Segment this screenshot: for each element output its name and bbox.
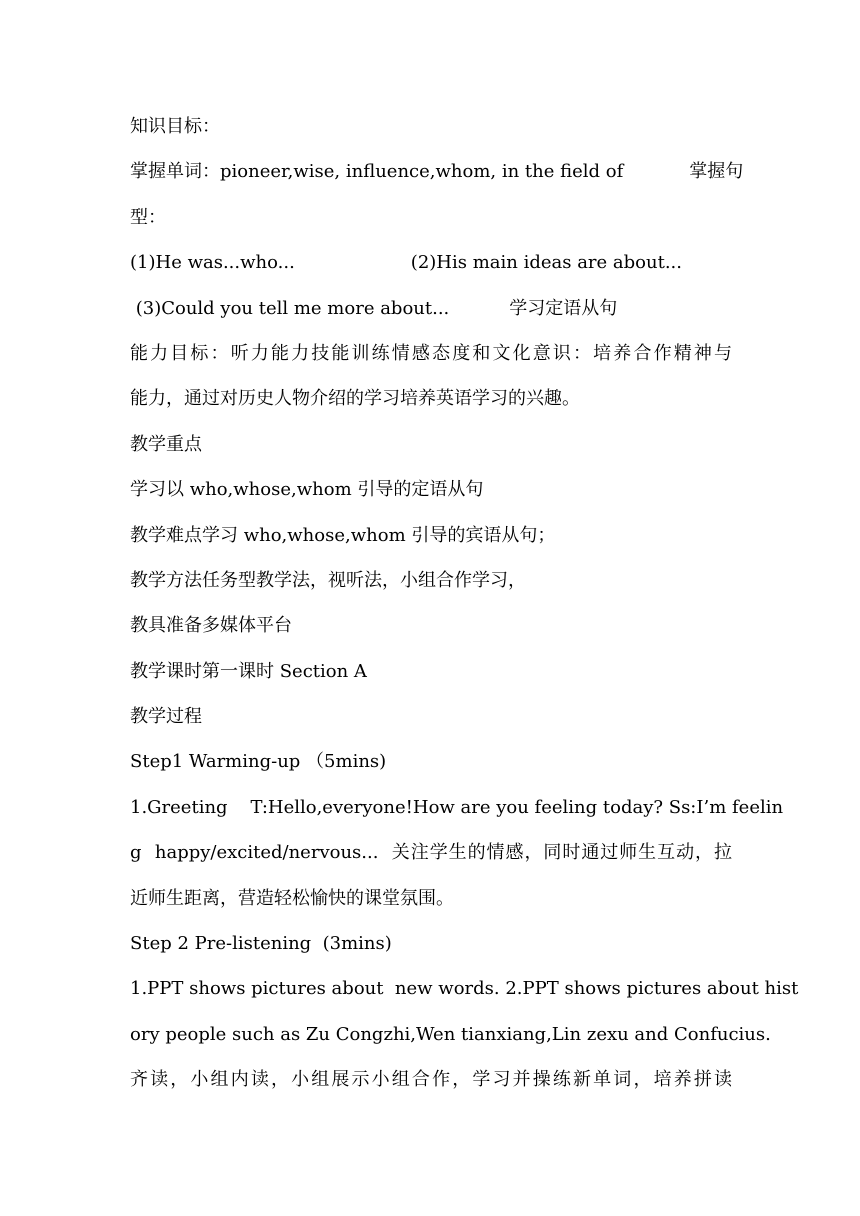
document-page xyxy=(130,104,799,1103)
vocab-line: 掌握单词：pioneer,wise, influence,whom, in the field of xyxy=(130,161,624,183)
sentence-pattern-label: 掌握句 xyxy=(689,161,744,183)
step2-heading: Step 2 Pre-listening (3mins) xyxy=(130,933,392,955)
text-line: 能力目标：听力能力技能训练情感态度和文化意识：培养合作精神与 xyxy=(130,342,732,364)
text-line xyxy=(130,149,744,194)
text-line xyxy=(130,195,732,240)
process-heading: 教学过程 xyxy=(130,706,202,728)
difficulty-line: 教学难点学习 who,whose,whom 引导的宾语从句； xyxy=(130,524,556,546)
text-line: ory people such as Zu Congzhi,Wen tianxiang,Lin zexu and Confucius. xyxy=(130,1023,771,1045)
text-line: 1.PPT shows pictures about new words. 2.PPT shows pictures about hist xyxy=(130,978,799,1000)
text-line: 1.Greeting T:Hello,everyone!How are you feeling today? Ss:I’m feelin xyxy=(130,796,784,818)
knowledge-goal-heading: 知识目标： xyxy=(130,116,220,137)
pattern-2: (2)His main ideas are about... xyxy=(410,252,682,274)
text-line xyxy=(130,240,732,285)
materials-line: 教具准备多媒体平台 xyxy=(130,615,292,637)
relative-clause-goal: 学习定语从句 xyxy=(509,297,618,319)
sentence-pattern-cont: 型： xyxy=(130,206,166,228)
text-line: 近师生距离，营造轻松愉快的课堂氛围。 xyxy=(130,887,454,909)
period-line: 教学课时第一课时 Section A xyxy=(130,660,367,682)
method-line: 教学方法任务型教学法，视听法，小组合作学习， xyxy=(130,569,526,591)
pattern-1: (1)He was...who... xyxy=(130,252,295,274)
text-line xyxy=(130,104,732,149)
text-line: 学习以 who,whose,whom 引导的定语从句 xyxy=(130,479,484,501)
step1-heading: Step1 Warming-up （5mins) xyxy=(130,751,387,773)
text-line: 能力，通过对历史人物介绍的学习培养英语学习的兴趣。 xyxy=(130,388,580,410)
key-points-heading: 教学重点 xyxy=(130,433,202,455)
pattern-3: (3)Could you tell me more about... xyxy=(130,297,450,319)
text-line xyxy=(130,286,732,331)
text-line: 齐读，小组内读，小组展示小组合作，学习并操练新单词，培养拼读 xyxy=(130,1069,732,1091)
text-line: g happy/excited/nervous... 关注学生的情感，同时通过师生互动，拉 xyxy=(130,842,732,864)
